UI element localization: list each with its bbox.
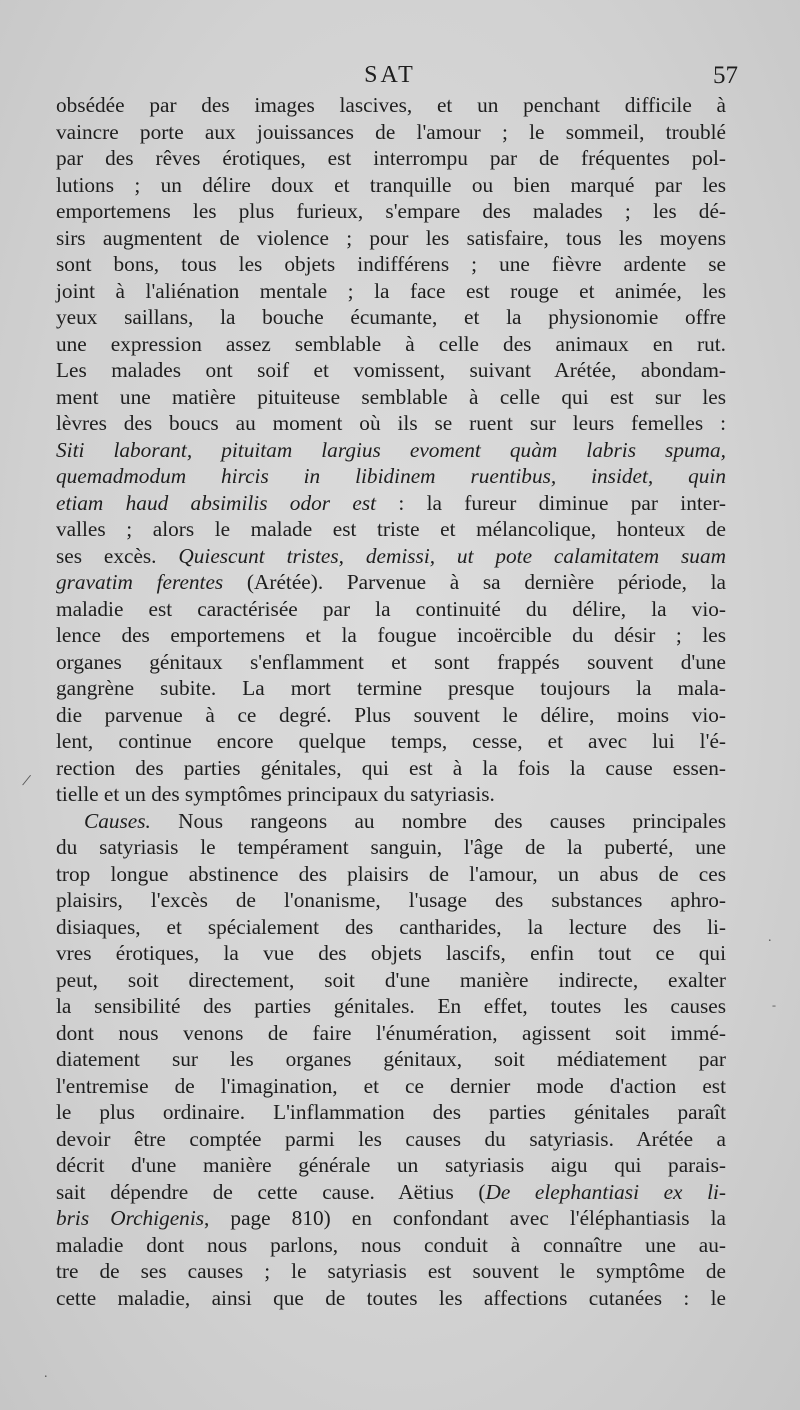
- italic-segment: quemadmodum hircis in libidinem ruentibus, insidet, quin: [56, 464, 726, 488]
- text-segment: ment une matière pituiteuse semblable à celle qui est sur les: [56, 384, 726, 409]
- text-segment: yeux saillans, la bouche écumante, et la physionomie offre: [56, 305, 726, 329]
- text-line: [56, 225, 726, 252]
- text-segment: : la fureur diminue par inter-: [376, 490, 726, 515]
- text-segment: lent, continue encore quelque temps, cesse, et avec lui l'é-: [56, 729, 726, 753]
- text-line: [56, 1046, 726, 1073]
- text-line: [56, 940, 726, 967]
- text-line: [56, 304, 726, 331]
- italic-segment: bris Orchigenis: [56, 1206, 205, 1230]
- margin-mark: /: [20, 769, 33, 791]
- text-segment: par des rêves érotiques, est interrompu par de fréquentes pol-: [56, 146, 726, 170]
- text-segment: (Arétée). Parvenue à sa dernière période, la: [223, 570, 726, 594]
- text-segment: lèvres des boucs au moment où ils se ruent sur leurs femelles :: [56, 411, 726, 435]
- text-segment: sait dépendre de cette cause. Aëtius (: [56, 1179, 486, 1204]
- text-line: [56, 649, 726, 676]
- text-line: [56, 569, 726, 596]
- text-line: [56, 384, 726, 411]
- text-segment: sont bons, tous les objets indifférens ; une fièvre ardente se: [56, 252, 726, 276]
- text-segment: lutions ; un délire doux et tranquille ou bien marqué par les: [56, 172, 726, 197]
- text-line: [56, 861, 726, 888]
- text-line: [56, 993, 726, 1020]
- text-segment: trop longue abstinence des plaisirs de l'amour, un abus de ces: [56, 861, 726, 886]
- text-line: [56, 357, 726, 384]
- text-line: [56, 1126, 726, 1153]
- text-segment: tre de ses causes ; le satyriasis est souvent le symptôme de: [56, 1259, 726, 1283]
- italic-segment: Siti laborant, pituitam largius evoment quàm labris spuma,: [56, 437, 726, 462]
- text-line: [56, 1073, 726, 1100]
- text-line: [56, 1152, 726, 1179]
- italic-segment: De elephantiasi ex li-: [485, 1179, 726, 1204]
- text-line: [56, 914, 726, 941]
- text-line: [56, 1258, 726, 1285]
- text-segment: disiaques, et spécialement des cantharides, la lecture des li-: [56, 914, 726, 939]
- text-line: [56, 967, 726, 994]
- text-line: [56, 755, 726, 782]
- text-segment: cette maladie, ainsi que de toutes les affections cutanées : le: [56, 1285, 726, 1310]
- text-line: [56, 172, 726, 199]
- text-line: [56, 543, 726, 570]
- text-segment: organes génitaux s'enflamment et sont frappés souvent d'une: [56, 649, 726, 674]
- margin-mark: -: [772, 998, 776, 1012]
- text-line: [56, 781, 726, 808]
- text-segment: emportemens les plus furieux, s'empare des malades ; les dé-: [56, 199, 726, 223]
- text-line: [56, 490, 726, 517]
- text-line: [56, 198, 726, 225]
- text-line: [56, 728, 726, 755]
- text-line: [56, 702, 726, 729]
- margin-mark: .: [44, 1366, 48, 1381]
- text-line: [56, 1179, 726, 1206]
- italic-segment: Causes.: [84, 808, 151, 833]
- text-line: [56, 1205, 726, 1232]
- text-segment: Nous rangeons au nombre des causes principales: [150, 808, 726, 833]
- text-segment: rection des parties génitales, qui est à la fois la cause essen-: [56, 755, 726, 780]
- italic-segment: etiam haud absimilis odor est: [56, 490, 377, 515]
- text-segment: dont nous venons de faire l'énumération, agissent soit immé-: [56, 1020, 726, 1045]
- text-segment: vaincre porte aux jouissances de l'amour ; le sommeil, troublé: [56, 119, 726, 144]
- text-segment: du satyriasis le tempérament sanguin, l'âge de la puberté, une: [56, 835, 726, 859]
- italic-segment: gravatim ferentes: [56, 570, 224, 594]
- text-segment: le plus ordinaire. L'inflammation des parties génitales paraît: [56, 1100, 726, 1124]
- text-segment: gangrène subite. La mort termine presque toujours la mala-: [56, 676, 726, 700]
- text-line: [56, 1020, 726, 1047]
- text-line: [56, 145, 726, 172]
- text-line: [56, 622, 726, 649]
- text-line: [56, 437, 726, 464]
- text-segment: devoir être comptée parmi les causes du satyriasis. Arétée a: [56, 1126, 726, 1151]
- text-line: [56, 119, 726, 146]
- text-segment: tielle et un des symptômes principaux du satyriasis.: [56, 782, 495, 806]
- running-title: SAT: [364, 62, 416, 88]
- text-segment: valles ; alors le malade est triste et mélancolique, honteux de: [56, 517, 726, 541]
- text-line: [56, 331, 726, 358]
- text-line: [56, 834, 726, 861]
- text-segment: l'entremise de l'imagination, et ce dernier mode d'action est: [56, 1073, 726, 1098]
- text-line: [56, 1232, 726, 1259]
- text-segment: diatement sur les organes génitaux, soit médiatement par: [56, 1047, 726, 1071]
- text-segment: sirs augmentent de violence ; pour les satisfaire, tous les moyens: [56, 225, 726, 250]
- text-segment: plaisirs, l'excès de l'onanisme, l'usage des substances aphro-: [56, 888, 726, 912]
- text-segment: vres érotiques, la vue des objets lascifs, enfin tout ce qui: [56, 941, 726, 965]
- text-line: [56, 463, 726, 490]
- text-segment: la sensibilité des parties génitales. En effet, toutes les causes: [56, 994, 726, 1018]
- text-line: [56, 1099, 726, 1126]
- text-segment: ses excès.: [56, 543, 179, 568]
- text-segment: joint à l'aliénation mentale ; la face est rouge et animée, les: [56, 278, 726, 303]
- text-line: [56, 1285, 726, 1312]
- page-number: 57: [713, 62, 738, 89]
- text-line: [56, 675, 726, 702]
- text-line: [56, 808, 726, 835]
- text-segment: une expression assez semblable à celle des animaux en rut.: [56, 331, 726, 356]
- body-text: [56, 92, 726, 1311]
- text-line: [56, 251, 726, 278]
- text-segment: Les malades ont soif et vomissent, suivant Arétée, abondam-: [56, 358, 726, 382]
- margin-mark: .: [768, 930, 772, 945]
- text-segment: obsédée par des images lascives, et un penchant difficile à: [56, 93, 726, 117]
- text-segment: décrit d'une manière générale un satyriasis aigu qui parais-: [56, 1153, 726, 1177]
- text-line: [56, 410, 726, 437]
- text-line: [56, 887, 726, 914]
- text-line: [56, 278, 726, 305]
- text-line: [56, 92, 726, 119]
- text-segment: peut, soit directement, soit d'une manière indirecte, exalter: [56, 967, 726, 992]
- text-line: [56, 516, 726, 543]
- text-segment: lence des emportemens et la fougue incoërcible du désir ; les: [56, 623, 726, 647]
- text-segment: , page 810) en confondant avec l'éléphantiasis la: [204, 1206, 726, 1230]
- running-head: [56, 62, 738, 94]
- text-segment: maladie dont nous parlons, nous conduit à connaître une au-: [56, 1232, 726, 1257]
- italic-segment: Quiescunt tristes, demissi, ut pote calamitatem suam: [178, 543, 726, 568]
- text-segment: maladie est caractérisée par la continuité du délire, la vio-: [56, 596, 726, 621]
- text-segment: die parvenue à ce degré. Plus souvent le délire, moins vio-: [56, 702, 726, 727]
- text-line: [56, 596, 726, 623]
